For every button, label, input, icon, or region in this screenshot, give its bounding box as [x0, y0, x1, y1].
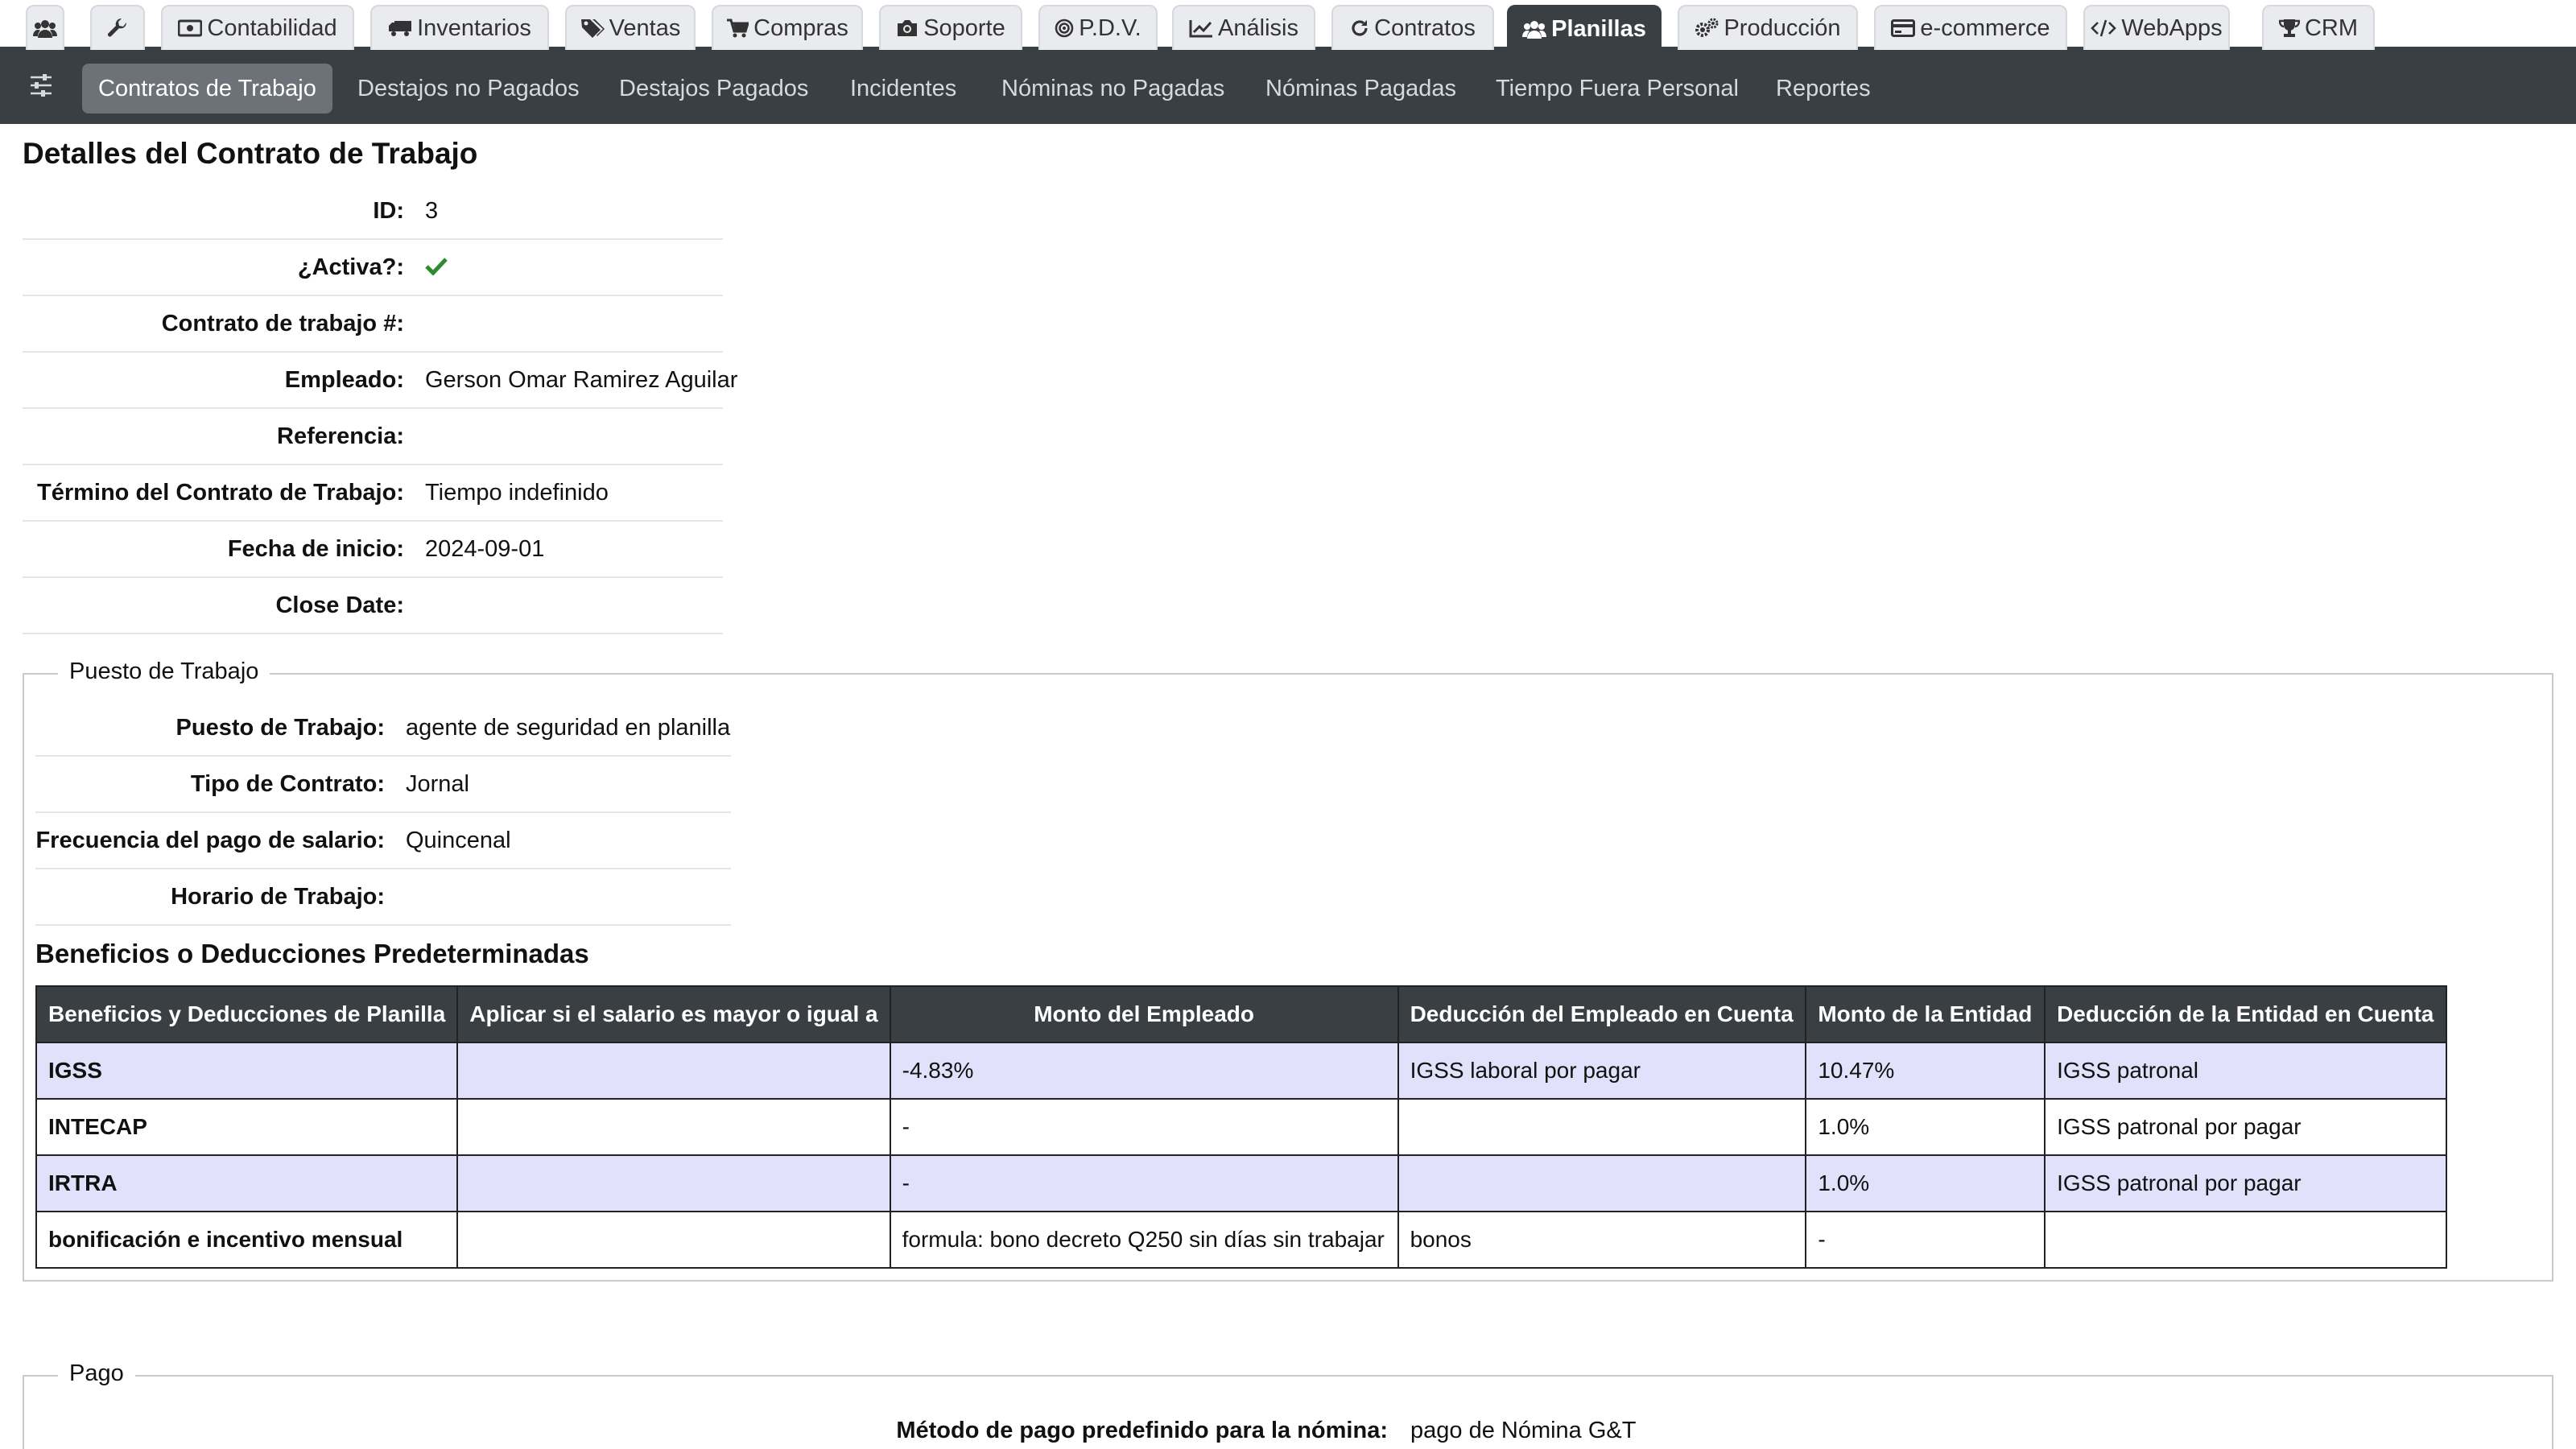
subnav-contratos-de-trabajo[interactable]: Contratos de Trabajo — [82, 64, 332, 114]
tab-label: Producción — [1724, 14, 1841, 41]
table-cell: IGSS — [36, 1042, 457, 1099]
camera-icon — [896, 19, 919, 38]
table-cell: - — [1806, 1212, 2045, 1268]
puesto-row-puesto — [35, 700, 731, 757]
puesto-row-tipo — [35, 757, 731, 813]
sub-nav — [0, 50, 2576, 124]
tab-contratos[interactable] — [1331, 5, 1494, 50]
puesto-value: Jornal — [406, 770, 469, 797]
gears-icon — [1695, 18, 1719, 39]
table-row — [36, 1099, 2446, 1155]
table-cell — [457, 1155, 890, 1212]
column-header[interactable]: Monto de la Entidad — [1806, 986, 2045, 1042]
tab-label: WebApps — [2121, 14, 2223, 41]
cart-icon — [726, 19, 749, 38]
detail-row-contrato-num — [23, 296, 723, 353]
tab-label: P.D.V. — [1079, 14, 1141, 41]
subnav-destajos-no-pagados[interactable]: Destajos no Pagados — [357, 75, 580, 101]
table-cell: IGSS laboral por pagar — [1398, 1042, 1806, 1099]
table-cell: IGSS patronal por pagar — [2045, 1099, 2446, 1155]
tab-label: CRM — [2304, 14, 2359, 41]
table-cell — [1398, 1155, 1806, 1212]
pago-label: Método de pago predefinido para la nómina: — [896, 1417, 1388, 1443]
users-icon — [1522, 19, 1546, 39]
table-cell: IGSS patronal — [2045, 1042, 2446, 1099]
table-row — [36, 1042, 2446, 1099]
puesto-row-frecuencia — [35, 813, 731, 869]
table-cell — [2045, 1212, 2446, 1268]
detail-value: 3 — [425, 197, 439, 224]
tab-webapps[interactable] — [2083, 5, 2230, 50]
detail-label: Empleado: — [284, 366, 404, 393]
refresh-icon — [1350, 19, 1369, 38]
detail-label: Referencia: — [277, 423, 404, 449]
table-cell: IRTRA — [36, 1155, 457, 1212]
column-header[interactable]: Beneficios y Deducciones de Planilla — [36, 986, 457, 1042]
detail-row-fecha-inicio — [23, 522, 723, 578]
detail-label: Término del Contrato de Trabajo: — [37, 479, 404, 506]
tab-label: Análisis — [1218, 14, 1298, 41]
table-cell: - — [890, 1099, 1398, 1155]
puesto-label: Puesto de Trabajo: — [175, 714, 385, 741]
money-icon — [178, 19, 202, 37]
tab-planillas[interactable] — [1507, 5, 1662, 52]
detail-row-referencia — [23, 409, 723, 465]
table-cell: 1.0% — [1806, 1155, 2045, 1212]
table-cell — [457, 1099, 890, 1155]
subnav-nominas-no-pagadas[interactable]: Nóminas no Pagadas — [1001, 75, 1225, 101]
column-header[interactable]: Deducción del Empleado en Cuenta — [1398, 986, 1806, 1042]
tab-analisis[interactable] — [1172, 5, 1315, 50]
puesto-value: Quincenal — [406, 827, 511, 853]
detail-row-activa — [23, 240, 723, 296]
tab-inventarios[interactable] — [370, 5, 549, 50]
tab-pdv[interactable] — [1038, 5, 1158, 50]
column-header[interactable]: Deducción de la Entidad en Cuenta — [2045, 986, 2446, 1042]
tab-label: Contratos — [1374, 14, 1476, 41]
table-header-row — [36, 986, 2446, 1042]
pago-row — [35, 1402, 2539, 1449]
subnav-tiempo-fuera-personal[interactable]: Tiempo Fuera Personal — [1496, 75, 1739, 101]
wrench-icon — [107, 18, 128, 39]
table-cell: -4.83% — [890, 1042, 1398, 1099]
puesto-legend: Puesto de Trabajo — [58, 658, 270, 685]
beneficios-title: Beneficios o Deducciones Predeterminadas — [35, 939, 589, 968]
tab-produccion[interactable] — [1678, 5, 1858, 50]
tab-label: e-commerce — [1920, 14, 2050, 41]
puesto-value: agente de seguridad en planilla — [406, 714, 731, 741]
detail-label: ID: — [373, 197, 404, 224]
subnav-incidentes[interactable]: Incidentes — [850, 75, 957, 101]
trophy-icon — [2279, 19, 2300, 38]
subnav-destajos-pagados[interactable]: Destajos Pagados — [619, 75, 809, 101]
tab-label: Compras — [753, 14, 848, 41]
users-icon — [33, 19, 57, 38]
puesto-label: Horario de Trabajo: — [171, 883, 385, 910]
detail-row-termino — [23, 465, 723, 522]
tab-compras[interactable] — [712, 5, 863, 50]
table-cell: - — [890, 1155, 1398, 1212]
column-header[interactable]: Monto del Empleado — [890, 986, 1398, 1042]
tab-label: Planillas — [1551, 15, 1646, 42]
tab-contabilidad[interactable] — [161, 5, 354, 50]
pago-value: pago de Nómina G&T — [1410, 1417, 1637, 1443]
tab-label: Contabilidad — [207, 14, 337, 41]
top-tab-bar — [0, 0, 2576, 50]
detail-label: Contrato de trabajo #: — [161, 310, 404, 336]
tab-tools[interactable] — [90, 5, 145, 50]
detail-value: Tiempo indefinido — [425, 479, 609, 506]
tags-icon — [580, 18, 605, 39]
table-cell: IGSS patronal por pagar — [2045, 1155, 2446, 1212]
tab-ventas[interactable] — [565, 5, 696, 50]
tab-soporte[interactable] — [879, 5, 1022, 50]
detail-label: ¿Activa?: — [297, 254, 404, 280]
detail-label: Close Date: — [275, 592, 404, 618]
tab-label: Ventas — [609, 14, 681, 41]
tab-crm[interactable] — [2262, 5, 2375, 50]
table-cell: bonificación e incentivo mensual — [36, 1212, 457, 1268]
detail-row-id — [23, 184, 723, 240]
code-icon — [2091, 19, 2116, 37]
detail-value — [425, 254, 723, 281]
subnav-reportes[interactable]: Reportes — [1776, 75, 1871, 101]
detail-value: 2024-09-01 — [425, 535, 545, 562]
page-title: Detalles del Contrato de Trabajo — [23, 137, 478, 170]
beneficios-table — [35, 985, 2447, 1269]
tab-label: Inventarios — [417, 14, 531, 41]
detail-value: Gerson Omar Ramirez Aguilar — [425, 366, 738, 393]
puesto-label: Frecuencia del pago de salario: — [35, 827, 385, 853]
target-icon — [1055, 19, 1074, 38]
chart-icon — [1189, 19, 1213, 38]
credit-card-icon — [1891, 19, 1915, 37]
table-cell: bonos — [1398, 1212, 1806, 1268]
table-cell: 10.47% — [1806, 1042, 2045, 1099]
subnav-nominas-pagadas[interactable]: Nóminas Pagadas — [1265, 75, 1456, 101]
table-row — [36, 1212, 2446, 1268]
table-cell — [457, 1042, 890, 1099]
puesto-row-horario — [35, 869, 731, 926]
table-cell — [1398, 1099, 1806, 1155]
table-cell: formula: bono decreto Q250 sin días sin trabajar — [890, 1212, 1398, 1268]
checkmark-icon — [425, 257, 448, 276]
sliders-icon[interactable] — [29, 72, 53, 98]
table-cell: 1.0% — [1806, 1099, 2045, 1155]
table-row — [36, 1155, 2446, 1212]
table-cell: INTECAP — [36, 1099, 457, 1155]
column-header[interactable]: Aplicar si el salario es mayor o igual a — [457, 986, 890, 1042]
detail-label: Fecha de inicio: — [227, 535, 404, 562]
detail-row-close-date — [23, 578, 723, 634]
table-cell — [457, 1212, 890, 1268]
tab-ecommerce[interactable] — [1874, 5, 2067, 50]
detail-row-empleado — [23, 353, 738, 409]
pago-legend: Pago — [58, 1360, 135, 1387]
puesto-label: Tipo de Contrato: — [190, 770, 385, 797]
tab-label: Soporte — [923, 14, 1005, 41]
truck-icon — [388, 19, 412, 37]
tab-users[interactable] — [26, 5, 64, 50]
